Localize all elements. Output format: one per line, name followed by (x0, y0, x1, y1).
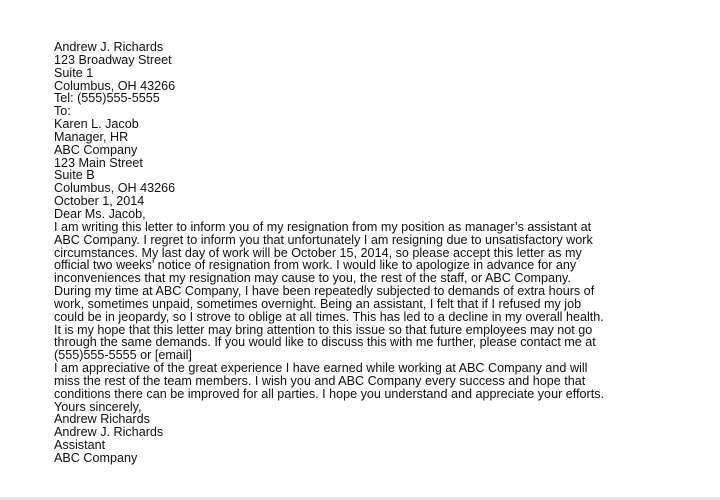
body-line: conditions there can be improved for all parties. I hope you understand and appreciate your efforts. (54, 386, 605, 401)
body-line: I am appreciative of the great experience I have earned while working at ABC Company and will (54, 361, 588, 376)
sender-street: 123 Broadway Street (54, 52, 172, 67)
body-line: could be in jeopardy, so I strove to oblige at all times. This has led to a decline in my overall health. (54, 309, 604, 324)
sender-name: Andrew J. Richards (54, 40, 164, 54)
body-line: (555)555-5555 or [email] (54, 348, 192, 363)
recipient-street: 123 Main Street (54, 155, 143, 170)
recipient-name: Karen L. Jacob (54, 117, 139, 132)
to-label: To: (54, 104, 71, 119)
body-line: During my time at ABC Company, I have been repeatedly subjected to demands of extra hours of (54, 284, 595, 299)
letter-date: October 1, 2014 (54, 194, 145, 209)
recipient-company: ABC Company (54, 142, 138, 157)
sender-suite: Suite 1 (54, 65, 94, 80)
signature-full-name: Andrew J. Richards (54, 425, 164, 440)
sender-city: Columbus, OH 43266 (54, 78, 176, 93)
resignation-letter (54, 41, 654, 465)
body-line: It is my hope that this letter may bring attention to this issue so that future employees may not go (54, 322, 593, 337)
body-line: circumstances. My last day of work will be October 15, 2014, so please accept this letter as my (54, 245, 582, 260)
recipient-title: Manager, HR (54, 129, 129, 144)
signature-short-name: Andrew Richards (54, 412, 150, 427)
closing: Yours sincerely, (54, 399, 142, 414)
signature-company: ABC Company (54, 451, 138, 465)
signature-title: Assistant (54, 438, 106, 453)
body-line: I am writing this letter to inform you of my resignation from my position as manager’s assistant at (54, 219, 592, 234)
salutation: Dear Ms. Jacob, (54, 206, 146, 221)
body-line: inconveniences that my resignation may cause to you, the rest of the staff, or ABC Company. (54, 271, 571, 286)
recipient-city: Columbus, OH 43266 (54, 181, 176, 196)
body-line: through the same demands. If you would like to discuss this with me further, please contact me at (54, 335, 596, 350)
body-line: official two weeks’ notice of resignation from work. I would like to apologize in advance for any (54, 258, 577, 273)
body-line: ABC Company. I regret to inform you that unfortunately I am resigning due to unsatisfactory work (54, 232, 593, 247)
body-line: work, sometimes unpaid, sometimes overnight. Being an assistant, I felt that if I refused my job (54, 296, 582, 311)
recipient-suite: Suite B (54, 168, 95, 183)
body-line: miss the rest of the team members. I wish you and ABC Company every success and hope that (54, 373, 586, 388)
sender-tel: Tel: (555)555-5555 (54, 91, 160, 106)
